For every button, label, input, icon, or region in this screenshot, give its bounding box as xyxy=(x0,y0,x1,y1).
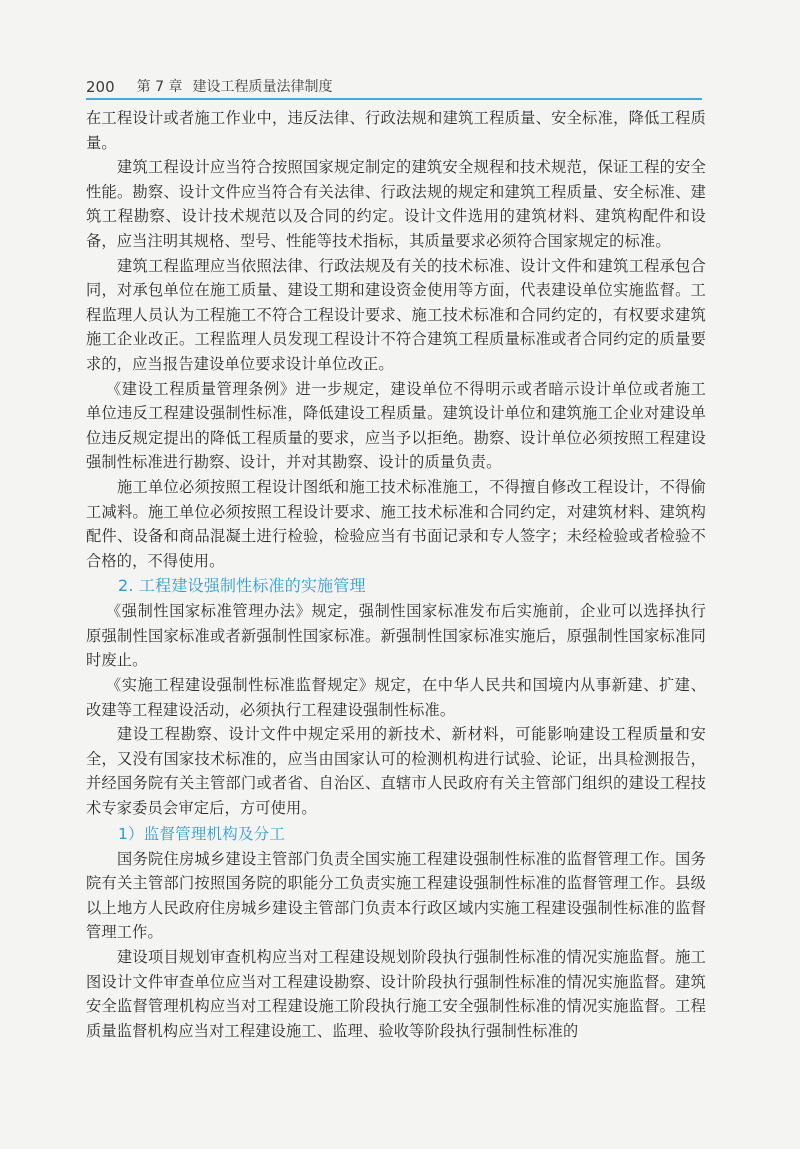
page-number: 200 xyxy=(86,78,115,96)
chapter-number: 第 7 章 xyxy=(136,79,183,95)
paragraph: 建筑工程监理应当依照法律、行政法规及有关的技术标准、设计文件和建筑工程承包合同，对承包单位在施工质量、建设工期和建设资金使用等方面，代表建设单位实施监督。工程监理人员认为工程施工不符合工程设计要求、施工技术标准和合同约定的，有权要求建筑施工企业改正。工程监理人员发现工程设计不符合建筑工程质量标准或者合同约定的质量要求的，应当报告建设单位要求设计单位改正。 xyxy=(86,256,706,373)
paragraph: 在工程设计或者施工作业中，违反法律、行政法规和建筑工程质量、安全标准，降低工程质量。 xyxy=(86,109,706,152)
section-heading: 2. 工程建设强制性标准的实施管理 xyxy=(118,576,366,596)
body-text xyxy=(86,106,706,1043)
paragraph: 施工单位必须按照工程设计图纸和施工技术标准施工，不得擅自修改工程设计，不得偷工减料。施工单位必须按照工程设计要求、施工技术标准和合同约定，对建筑材料、建筑构配件、设备和商品混凝土进行检验，检验应当有书面记录和专人签字；未经检验或者检验不合格的，不得使用。 xyxy=(86,477,706,570)
paragraph: 国务院住房城乡建设主管部门负责全国实施工程建设强制性标准的监督管理工作。国务院有关主管部门按照国务院的职能分工负责实施工程建设强制性标准的监督管理工作。县级以上地方人民政府住房城乡建设主管部门负责本行政区域内实施工程建设强制性标准的监督管理工作。 xyxy=(86,849,706,942)
chapter-title: 建设工程质量法律制度 xyxy=(192,79,333,95)
paragraph: 建设项目规划审查机构应当对工程建设规划阶段执行强制性标准的情况实施监督。施工图设计文件审查单位应当对工程建设勘察、设计阶段执行强制性标准的情况实施监督。建筑安全监督管理机构应当对工程建设施工阶段执行施工安全强制性标准的情况实施监督。工程质量监督机构应当对工程建设施工、监理、验收等阶段执行强制性标准的 xyxy=(86,948,706,1040)
running-header xyxy=(86,70,700,96)
paragraph: 《建设工程质量管理条例》进一步规定，建设单位不得明示或者暗示设计单位或者施工单位违反工程建设强制性标准，降低建设工程质量。建筑设计单位和建筑施工企业对建设单位违反规定提出的降低工程质量的要求，应当予以拒绝。勘察、设计单位必须按照工程建设强制性标准进行勘察、设计，并对其勘察、设计的质量负责。 xyxy=(86,379,706,472)
paragraph: 建筑工程设计应当符合按照国家规定制定的建筑安全规程和技术规范，保证工程的安全性能。勘察、设计文件应当符合有关法律、行政法规的规定和建筑工程质量、安全标准、建筑工程勘察、设计技术规范以及合同的约定。设计文件选用的建筑材料、建筑构配件和设备，应当注明其规格、型号、性能等技术指标，其质量要求必须符合国家规定的标准。 xyxy=(86,158,706,250)
paragraph: 《强制性国家标准管理办法》规定，强制性国家标准发布后实施前，企业可以选择执行原强制性国家标准或者新强制性国家标准。新强制性国家标准实施后，原强制性国家标准同时废止。 xyxy=(86,602,706,670)
subsection-heading: 1）监督管理机构及分工 xyxy=(118,824,286,843)
header-rule xyxy=(86,98,702,100)
paragraph: 《实施工程建设强制性标准监督规定》规定，在中华人民共和国境内从事新建、扩建、改建等工程建设活动，必须执行工程建设强制性标准。 xyxy=(86,676,706,719)
paragraph: 建设工程勘察、设计文件中规定采用的新技术、新材料，可能影响建设工程质量和安全，又没有国家技术标准的，应当由国家认可的检测机构进行试验、论证，出具检测报告，并经国务院有关主管部门或者省、自治区、直辖市人民政府有关主管部门组织的建设工程技术专家委员会审定后，方可使用。 xyxy=(86,725,706,818)
